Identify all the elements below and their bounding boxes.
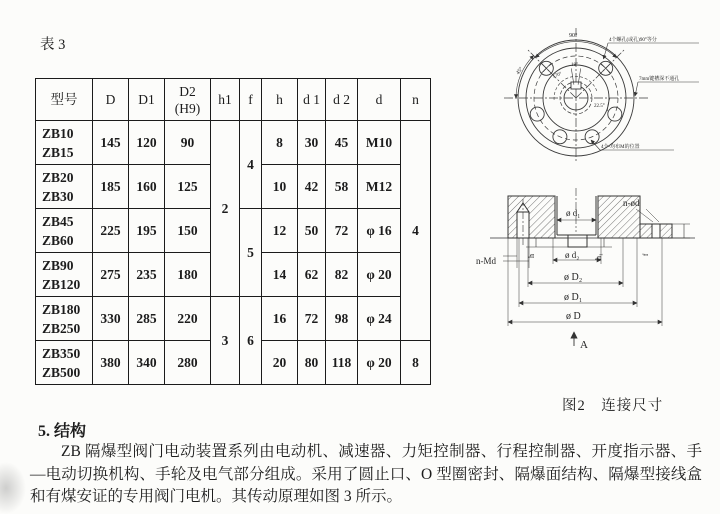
dim-label-n-Md: n-Md: [476, 256, 496, 266]
dim-label-d1: ø d₁: [566, 208, 581, 218]
cell-d2: 45: [326, 121, 358, 165]
dim-label-n-od: n-ød: [623, 198, 640, 208]
model-line: ZB60: [42, 232, 74, 248]
model-line: ZB120: [42, 276, 81, 292]
col-D: D: [93, 79, 129, 121]
cell-D: 145: [93, 121, 129, 165]
col-D2: [165, 79, 211, 121]
dim-label-d2: ø d₂: [565, 250, 580, 260]
model-line: ZB250: [42, 320, 81, 336]
col-h: h: [262, 79, 298, 121]
cell-d1: 62: [298, 253, 326, 297]
col-D2-line2: (H9): [174, 100, 201, 116]
col-h1: h1: [211, 79, 240, 121]
dim-label-h1: h₁: [594, 253, 603, 260]
col-f: f: [240, 79, 262, 121]
cell-d: φ 20: [358, 253, 401, 297]
cell-D: 275: [93, 253, 129, 297]
cell-D1: 195: [129, 209, 165, 253]
note-keyway: 7mm键槽深不通孔: [639, 77, 680, 82]
model-line: ZB500: [42, 364, 81, 380]
model-line: ZB350: [42, 345, 81, 361]
cell-n-merged: 8: [401, 341, 431, 385]
cell-n-merged: 4: [401, 121, 431, 341]
table-header-row: [36, 79, 431, 121]
keyway: [571, 82, 581, 89]
cell-D2: 150: [165, 209, 211, 253]
cell-h: 10: [262, 165, 298, 209]
cell-h: 20: [262, 341, 298, 385]
cell-h1-merged: 2: [211, 121, 240, 297]
col-d: d: [358, 79, 401, 121]
cell-d: φ 16: [358, 209, 401, 253]
cell-D1: 285: [129, 297, 165, 341]
cell-d2: 98: [326, 297, 358, 341]
cell-model: [36, 165, 93, 209]
note-bolt-holes: 4个螺孔(或孔)90°等分: [609, 38, 657, 43]
cell-D: 185: [93, 165, 129, 209]
cell-d: φ 24: [358, 297, 401, 341]
cell-D2: 180: [165, 253, 211, 297]
figure2-caption: 图2 连接尺寸: [562, 398, 664, 414]
cell-d: φ 20: [358, 341, 401, 385]
angle-label-22-5: 22.5°: [594, 104, 605, 109]
dim-label-h: h: [527, 254, 536, 258]
cell-f-merged: 6: [240, 297, 262, 385]
cell-d1: 80: [298, 341, 326, 385]
section-heading: 5. 结构: [38, 423, 87, 440]
cell-d2: 72: [326, 209, 358, 253]
cell-h: 14: [262, 253, 298, 297]
col-d1: d 1: [298, 79, 326, 121]
cell-D: 225: [93, 209, 129, 253]
view-label-A: A: [580, 339, 588, 351]
cell-h: 16: [262, 297, 298, 341]
flange-top-view-figure: [478, 8, 720, 178]
cell-d1: 30: [298, 121, 326, 165]
cell-d2: 118: [326, 341, 358, 385]
col-D2-line1: D2: [179, 83, 196, 99]
angle-label-170: 170°: [552, 71, 563, 80]
cell-model: [36, 209, 93, 253]
cell-D1: 160: [129, 165, 165, 209]
cell-model: [36, 121, 93, 165]
angle-label-45: 45°: [515, 66, 525, 76]
cell-D1: 340: [129, 341, 165, 385]
cell-D2: 220: [165, 297, 211, 341]
cell-d1: 50: [298, 209, 326, 253]
flange-section-figure: [470, 188, 720, 356]
keyway-recess: [568, 235, 587, 247]
cell-d: M10: [358, 121, 401, 165]
angle-label-90: 90°: [569, 33, 578, 39]
col-n: n: [401, 79, 431, 121]
col-D1: D1: [129, 79, 165, 121]
dim-label-D: ø D: [566, 311, 581, 322]
cell-h: 12: [262, 209, 298, 253]
cell-model: [36, 341, 93, 385]
cell-d1: 72: [298, 297, 326, 341]
dim-label-f: f: [642, 253, 650, 256]
cell-d2: 82: [326, 253, 358, 297]
cell-D2: 280: [165, 341, 211, 385]
cell-D: 380: [93, 341, 129, 385]
cell-D1: 235: [129, 253, 165, 297]
model-line: ZB90: [42, 257, 74, 273]
table-row: [36, 121, 431, 165]
cell-d: M12: [358, 165, 401, 209]
dim-label-D1: ø D₁: [564, 292, 583, 303]
cell-model: [36, 297, 93, 341]
section-paragraph: ZB 隔爆型阀门电动装置系列由电动机、减速器、力矩控制器、行程控制器、开度指示器、手—电动切换机构、手轮及电气部分组成。采用了圆止口、O 型圈密封、隔爆面结构、隔爆型接线盒和有煤安证的专用阀门电机。其传动原理如图 3 所示。: [30, 443, 702, 505]
model-line: ZB20: [42, 169, 74, 185]
col-model: 型号: [36, 79, 93, 121]
note-hole-positions: 4个-均布M的位置: [601, 145, 640, 150]
model-line: ZB15: [42, 144, 74, 160]
section-left-block: [508, 196, 555, 238]
cell-D2: 90: [165, 121, 211, 165]
cell-f-merged: 4: [240, 121, 262, 209]
col-d2: d 2: [326, 79, 358, 121]
table-caption: 表 3: [40, 37, 66, 53]
model-line: ZB10: [42, 125, 74, 141]
bolt-hole-section: [652, 224, 660, 238]
cell-d2: 58: [326, 165, 358, 209]
table-row: [36, 297, 431, 341]
angle-label-18: 18°: [571, 63, 578, 68]
cell-h1-merged: 3: [211, 297, 240, 385]
dimensions-table: [35, 78, 431, 385]
cell-D: 330: [93, 297, 129, 341]
cell-D2: 125: [165, 165, 211, 209]
cell-model: [36, 253, 93, 297]
cell-f-merged: 5: [240, 209, 262, 297]
cell-h: 8: [262, 121, 298, 165]
model-line: ZB45: [42, 213, 74, 229]
dim-label-D2: ø D₂: [564, 272, 583, 283]
scan-smudge: [0, 462, 26, 514]
model-line: ZB180: [42, 301, 81, 317]
model-line: ZB30: [42, 188, 74, 204]
cell-d1: 42: [298, 165, 326, 209]
cell-D1: 120: [129, 121, 165, 165]
